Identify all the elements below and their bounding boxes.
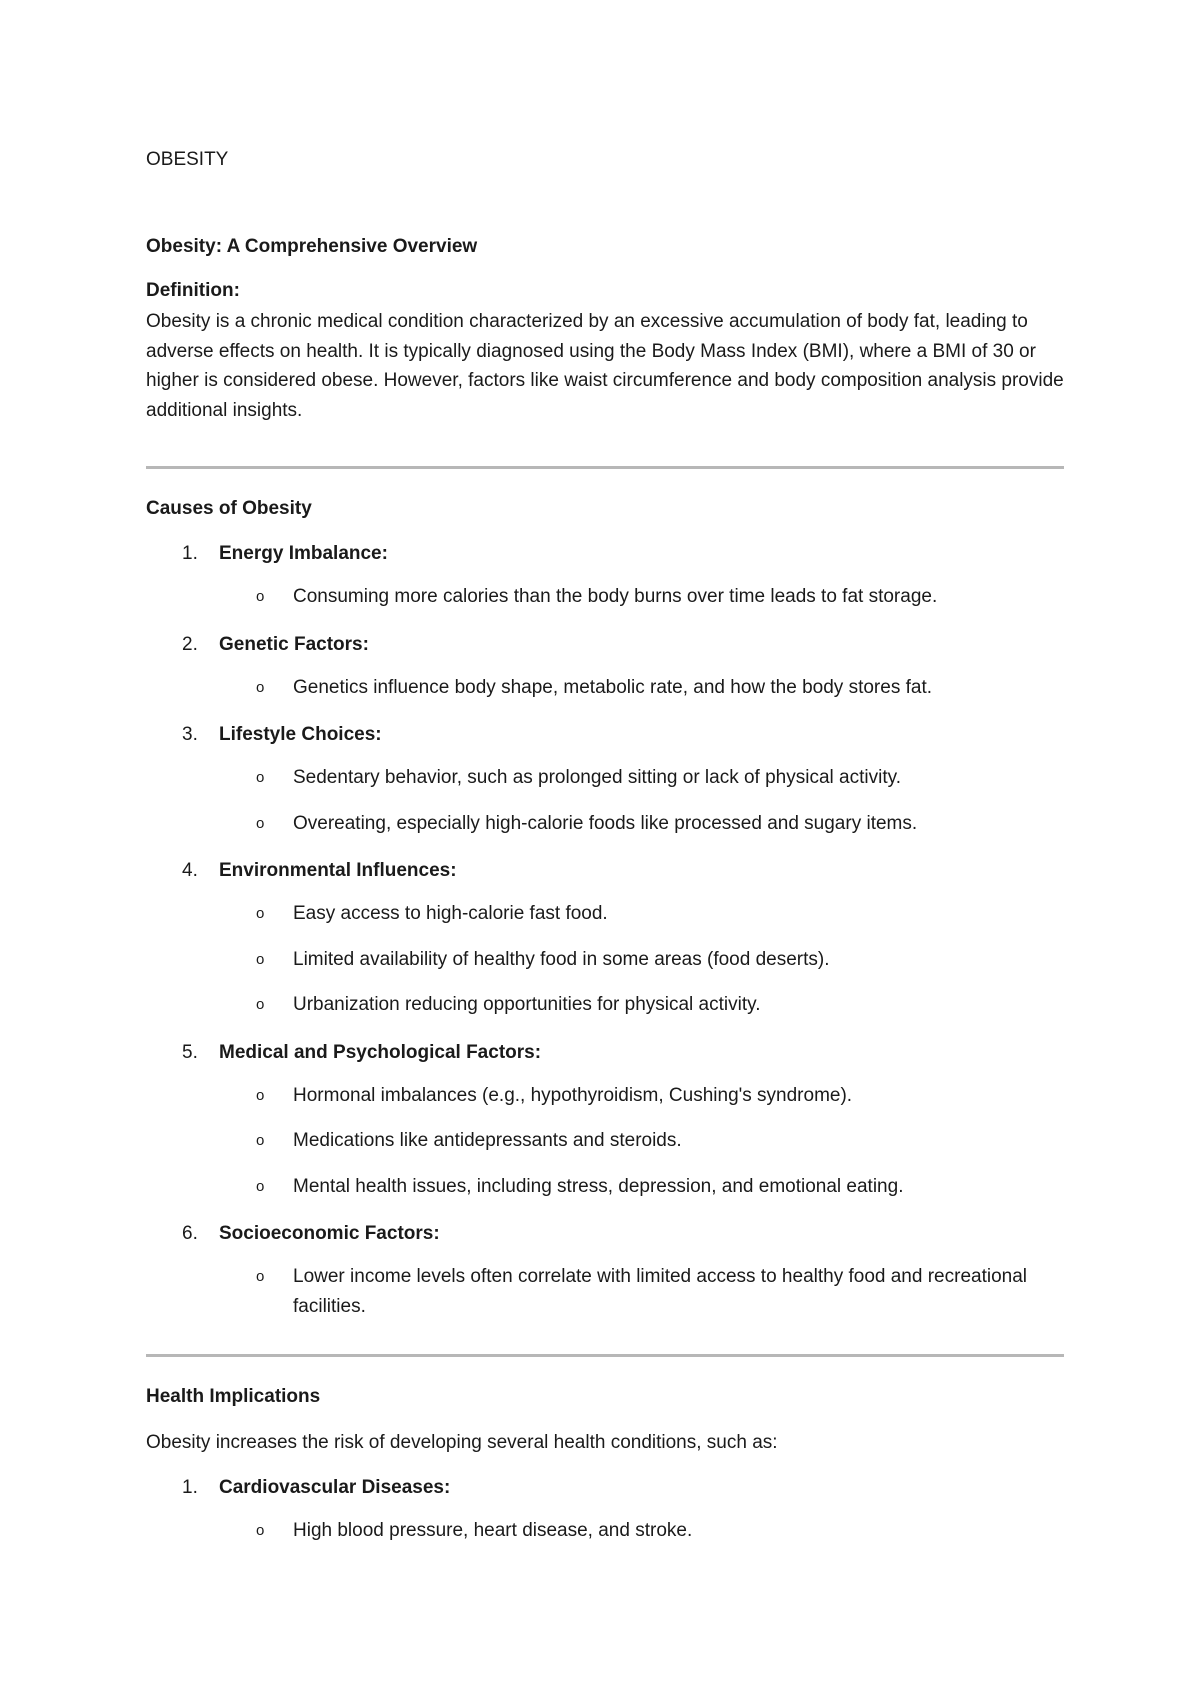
sub-list xyxy=(146,673,1064,703)
item-number: 1. xyxy=(182,543,198,564)
bullet-icon: o xyxy=(256,588,265,605)
list-item-text: Sedentary behavior, such as prolonged sitting or lack of physical activity. xyxy=(293,767,901,788)
bullet-icon: o xyxy=(256,1522,265,1539)
list-item xyxy=(146,582,1064,612)
list-item-text: Mental health issues, including stress, depression, and emotional eating. xyxy=(293,1175,904,1197)
numbered-item xyxy=(146,1222,1064,1246)
bullet-icon: o xyxy=(256,1132,265,1149)
bullet-icon: o xyxy=(256,996,265,1013)
numbered-item xyxy=(146,542,1064,566)
list-item-text: High blood pressure, heart disease, and stroke. xyxy=(293,1520,693,1541)
definition-text: Obesity is a chronic medical condition characterized by an excessive accumulation of body fat, leading to adverse effects on health. It is typically diagnosed using the Body Mass Index (BMI), where a BMI of 30 or higher is considered obese. However, factors like waist circumference and body composition analysis provide additional insights. xyxy=(146,311,1064,421)
sub-list xyxy=(146,1516,1064,1546)
list-item-text: Urbanization reducing opportunities for physical activity. xyxy=(293,994,761,1015)
item-number: 2. xyxy=(182,633,198,655)
sub-list xyxy=(146,1262,1064,1321)
sub-list xyxy=(146,899,1064,1020)
list-item-text: Lower income levels often correlate with limited access to healthy food and recreational facilities. xyxy=(293,1266,1027,1317)
item-number: 1. xyxy=(182,1477,198,1498)
health-list xyxy=(146,1476,1064,1546)
bullet-icon: o xyxy=(256,1177,265,1195)
document-subtitle: Obesity: A Comprehensive Overview xyxy=(146,236,478,257)
sub-list xyxy=(146,763,1064,838)
numbered-item xyxy=(146,723,1064,747)
causes-list xyxy=(146,542,1064,1321)
document-title: OBESITY xyxy=(146,149,229,170)
bullet-icon: o xyxy=(256,769,265,786)
list-item-text: Easy access to high-calorie fast food. xyxy=(293,903,608,924)
list-item xyxy=(146,763,1064,793)
list-item-text: Medications like antidepressants and steroids. xyxy=(293,1130,682,1151)
item-number: 5. xyxy=(182,1041,198,1063)
bullet-icon: o xyxy=(256,678,265,696)
bullet-icon: o xyxy=(256,1086,265,1104)
item-title: Socioeconomic Factors: xyxy=(219,1223,440,1244)
sub-list xyxy=(146,1081,1064,1202)
item-title: Environmental Influences: xyxy=(219,860,457,881)
list-item-text: Genetics influence body shape, metabolic rate, and how the body stores fat. xyxy=(293,676,932,698)
item-title: Genetic Factors: xyxy=(219,633,369,655)
list-item xyxy=(146,1262,1064,1321)
item-title: Medical and Psychological Factors: xyxy=(219,1041,542,1063)
item-title: Cardiovascular Diseases: xyxy=(219,1477,451,1498)
numbered-item xyxy=(146,633,1064,657)
list-item xyxy=(146,1516,1064,1546)
list-item xyxy=(146,990,1064,1020)
list-item-text: Consuming more calories than the body burns over time leads to fat storage. xyxy=(293,586,938,607)
causes-heading: Causes of Obesity xyxy=(146,498,312,519)
section-divider xyxy=(146,466,1064,469)
document-page xyxy=(146,148,1064,1546)
bullet-icon: o xyxy=(256,814,265,832)
list-item xyxy=(146,673,1064,703)
list-item xyxy=(146,1126,1064,1156)
item-number: 3. xyxy=(182,724,198,745)
list-item-text: Limited availability of healthy food in some areas (food deserts). xyxy=(293,948,830,970)
list-item xyxy=(146,1081,1064,1111)
list-item-text: Overeating, especially high-calorie foods like processed and sugary items. xyxy=(293,812,918,834)
numbered-item xyxy=(146,859,1064,883)
bullet-icon: o xyxy=(256,1268,265,1285)
health-intro: Obesity increases the risk of developing several health conditions, such as: xyxy=(146,1432,778,1453)
item-number: 6. xyxy=(182,1223,198,1244)
list-item xyxy=(146,1172,1064,1202)
item-title: Lifestyle Choices: xyxy=(219,724,382,745)
list-item-text: Hormonal imbalances (e.g., hypothyroidism, Cushing's syndrome). xyxy=(293,1084,853,1106)
sub-list xyxy=(146,582,1064,612)
section-divider xyxy=(146,1354,1064,1357)
numbered-item xyxy=(146,1476,1064,1500)
list-item xyxy=(146,899,1064,929)
list-item xyxy=(146,809,1064,839)
bullet-icon: o xyxy=(256,950,265,968)
health-heading: Health Implications xyxy=(146,1386,321,1407)
bullet-icon: o xyxy=(256,905,265,922)
numbered-item xyxy=(146,1041,1064,1065)
item-title: Energy Imbalance: xyxy=(219,543,388,564)
definition-label: Definition: xyxy=(146,280,240,301)
list-item xyxy=(146,945,1064,975)
item-number: 4. xyxy=(182,860,198,881)
